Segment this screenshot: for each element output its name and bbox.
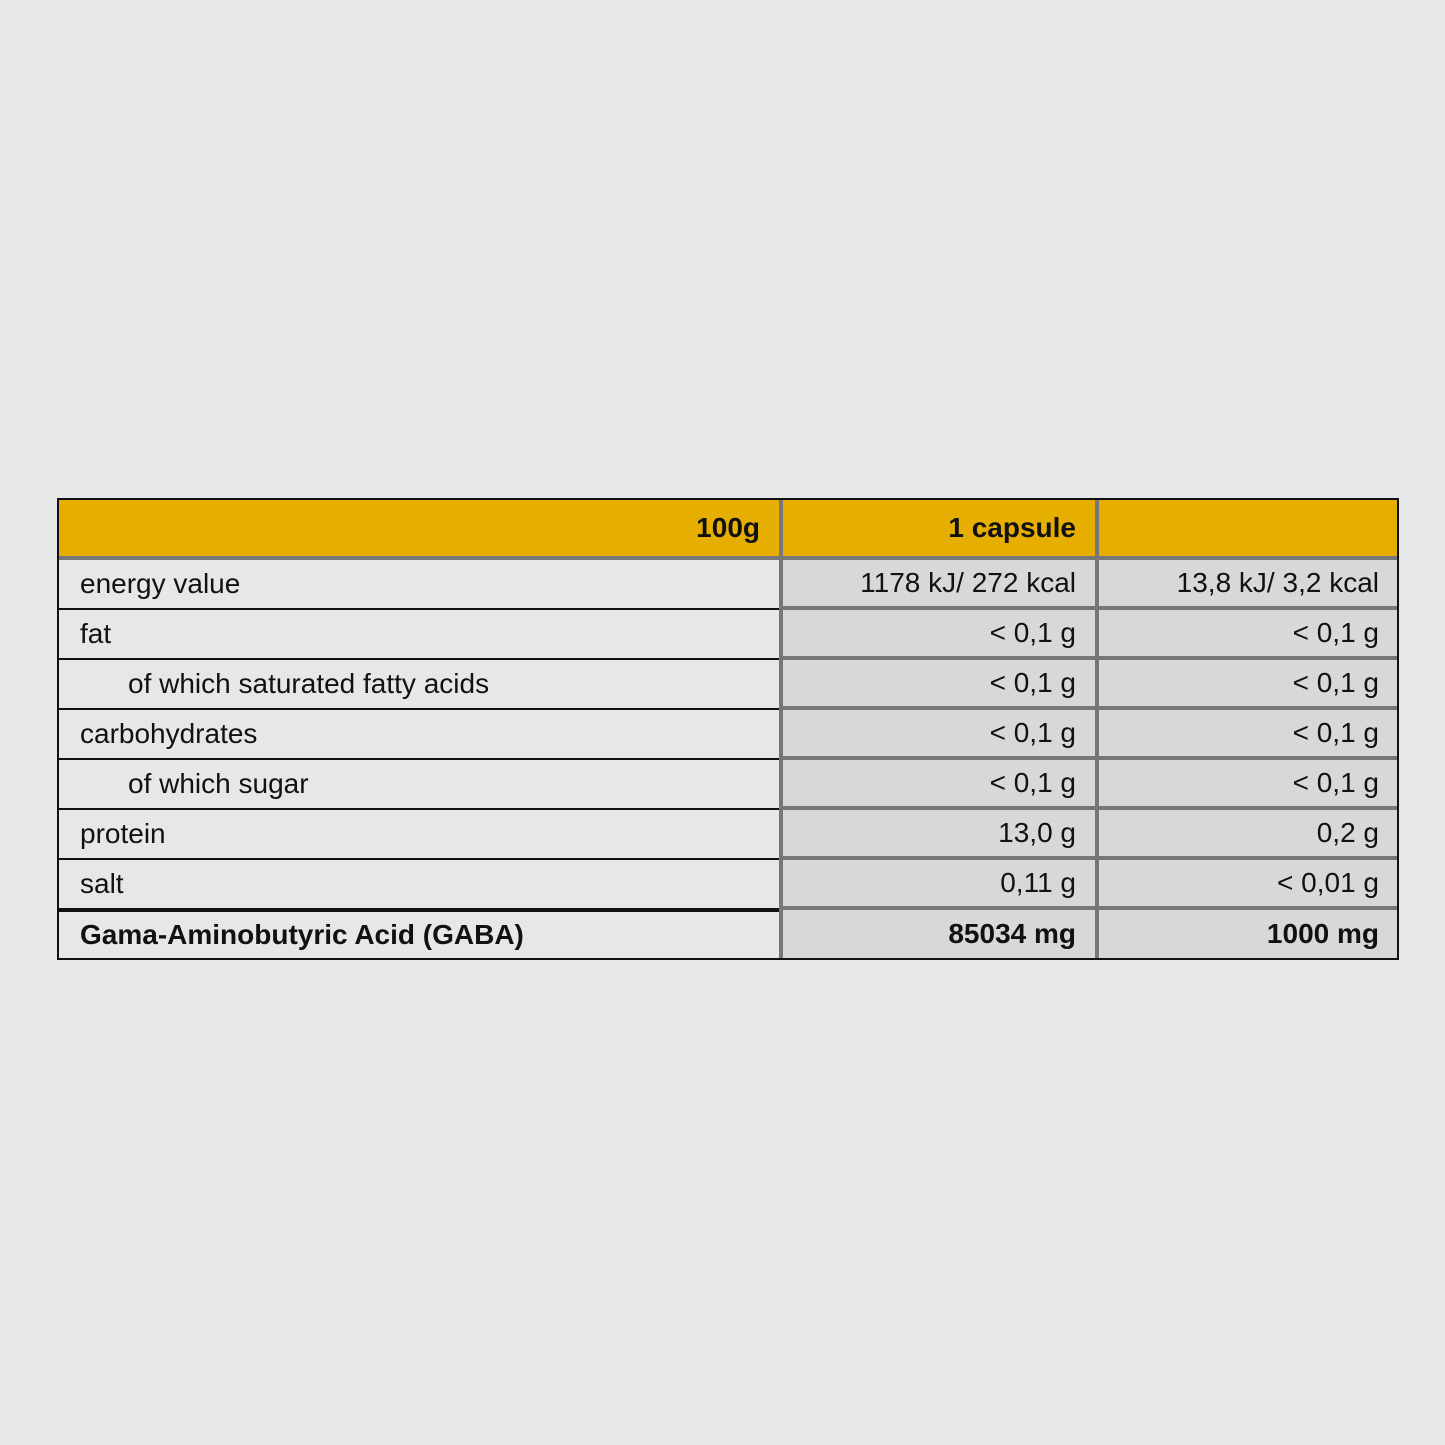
header-1-capsule: 1 capsule <box>779 500 1099 556</box>
value-per-100g: 85034 mg <box>779 910 1099 958</box>
value-per-capsule: 1000 mg <box>1099 910 1397 958</box>
value-per-capsule: < 0,1 g <box>1099 610 1397 660</box>
value-per-100g: 13,0 g <box>779 810 1099 860</box>
nutrient-label: salt <box>59 860 779 910</box>
nutrition-table <box>57 498 1399 960</box>
value-per-100g: < 0,1 g <box>779 610 1099 660</box>
value-per-capsule: < 0,1 g <box>1099 760 1397 810</box>
header-empty <box>1099 500 1397 556</box>
nutrient-label: of which sugar <box>59 760 779 810</box>
nutrient-label: protein <box>59 810 779 860</box>
value-per-100g: < 0,1 g <box>779 710 1099 760</box>
value-per-capsule: 0,2 g <box>1099 810 1397 860</box>
value-per-100g: 0,11 g <box>779 860 1099 910</box>
value-per-capsule: < 0,1 g <box>1099 710 1397 760</box>
value-per-capsule: 13,8 kJ/ 3,2 kcal <box>1099 560 1397 610</box>
nutrient-label: Gama-Aminobutyric Acid (GABA) <box>59 908 779 958</box>
header-100g: 100g <box>696 512 760 543</box>
nutrient-label: fat <box>59 610 779 660</box>
value-per-capsule: < 0,01 g <box>1099 860 1397 910</box>
nutrient-label: energy value <box>59 560 779 610</box>
nutrient-label: of which saturated fatty acids <box>59 660 779 710</box>
value-per-100g: < 0,1 g <box>779 660 1099 710</box>
value-per-100g: 1178 kJ/ 272 kcal <box>779 560 1099 610</box>
table-header <box>59 500 1397 560</box>
nutrient-label: carbohydrates <box>59 710 779 760</box>
value-per-100g: < 0,1 g <box>779 760 1099 810</box>
value-per-capsule: < 0,1 g <box>1099 660 1397 710</box>
